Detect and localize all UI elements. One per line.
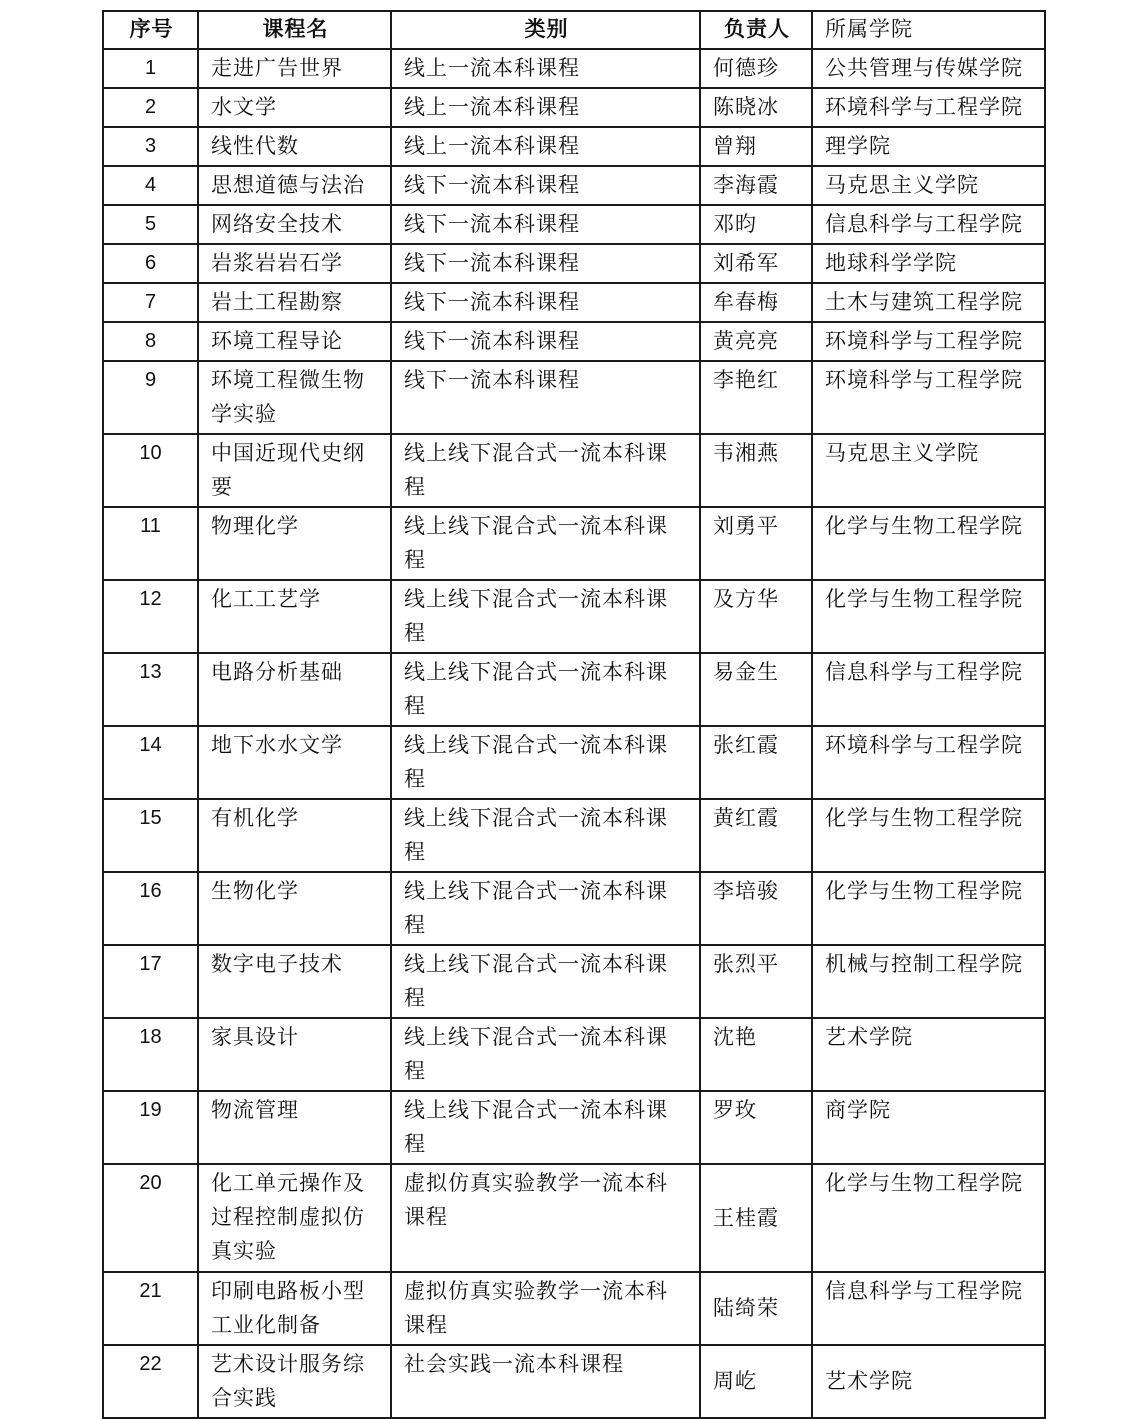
course-lead: 韦湘燕: [700, 434, 812, 507]
table-row: [103, 1018, 1045, 1091]
row-no: 10: [103, 434, 198, 507]
course-category: 线上一流本科课程: [391, 49, 700, 88]
course-list-sheet: [102, 10, 1044, 1419]
row-no: 13: [103, 653, 198, 726]
row-no: 16: [103, 872, 198, 945]
course-lead: 及方华: [700, 580, 812, 653]
course-college: 地球科学学院: [812, 244, 1045, 283]
course-name: 有机化学: [198, 799, 391, 872]
row-no: 19: [103, 1091, 198, 1164]
row-no: 15: [103, 799, 198, 872]
course-category: 线上线下混合式一流本科课程: [391, 580, 700, 653]
course-name: 环境工程微生物学实验: [198, 361, 391, 434]
row-no: 5: [103, 205, 198, 244]
row-no: 12: [103, 580, 198, 653]
course-lead: 邓昀: [700, 205, 812, 244]
course-college: 环境科学与工程学院: [812, 88, 1045, 127]
table-row: [103, 434, 1045, 507]
course-lead: 沈艳: [700, 1018, 812, 1091]
course-name: 数字电子技术: [198, 945, 391, 1018]
row-no: 11: [103, 507, 198, 580]
course-college: 化学与生物工程学院: [812, 1164, 1045, 1272]
course-college: 马克思主义学院: [812, 434, 1045, 507]
table-row: [103, 205, 1045, 244]
table-row: [103, 1272, 1045, 1345]
course-name: 环境工程导论: [198, 322, 391, 361]
course-category: 社会实践一流本科课程: [391, 1345, 700, 1418]
course-category: 线上线下混合式一流本科课程: [391, 434, 700, 507]
header-college: 所属学院: [812, 11, 1045, 49]
course-category: 虚拟仿真实验教学一流本科课程: [391, 1164, 700, 1272]
row-no: 6: [103, 244, 198, 283]
course-lead: 刘勇平: [700, 507, 812, 580]
course-lead: 李艳红: [700, 361, 812, 434]
row-no: 3: [103, 127, 198, 166]
row-no: 17: [103, 945, 198, 1018]
course-name: 艺术设计服务综合实践: [198, 1345, 391, 1418]
course-name: 物流管理: [198, 1091, 391, 1164]
row-no: 1: [103, 49, 198, 88]
course-lead: 刘希军: [700, 244, 812, 283]
course-name: 地下水水文学: [198, 726, 391, 799]
course-category: 线上线下混合式一流本科课程: [391, 799, 700, 872]
course-college: 环境科学与工程学院: [812, 726, 1045, 799]
course-lead: 周屹: [700, 1345, 812, 1418]
table-row: [103, 726, 1045, 799]
course-category: 线上线下混合式一流本科课程: [391, 1018, 700, 1091]
course-name: 思想道德与法治: [198, 166, 391, 205]
course-college: 化学与生物工程学院: [812, 580, 1045, 653]
course-name: 印刷电路板小型工业化制备: [198, 1272, 391, 1345]
header-course-name: 课程名: [198, 11, 391, 49]
course-name: 家具设计: [198, 1018, 391, 1091]
table-row: [103, 507, 1045, 580]
table-row: [103, 653, 1045, 726]
course-category: 线上线下混合式一流本科课程: [391, 872, 700, 945]
course-category: 线上一流本科课程: [391, 127, 700, 166]
course-lead: 王桂霞: [700, 1164, 812, 1272]
course-college: 马克思主义学院: [812, 166, 1045, 205]
course-category: 线下一流本科课程: [391, 244, 700, 283]
course-table: [102, 10, 1046, 1419]
course-college: 信息科学与工程学院: [812, 205, 1045, 244]
table-row: [103, 361, 1045, 434]
course-category: 线下一流本科课程: [391, 322, 700, 361]
course-name: 岩浆岩岩石学: [198, 244, 391, 283]
course-name: 水文学: [198, 88, 391, 127]
course-category: 线上线下混合式一流本科课程: [391, 653, 700, 726]
course-category: 线上一流本科课程: [391, 88, 700, 127]
course-category: 线下一流本科课程: [391, 166, 700, 205]
course-lead: 曾翔: [700, 127, 812, 166]
table-row: [103, 88, 1045, 127]
course-lead: 张红霞: [700, 726, 812, 799]
table-row: [103, 1345, 1045, 1418]
course-name: 网络安全技术: [198, 205, 391, 244]
course-category: 线下一流本科课程: [391, 205, 700, 244]
course-college: 化学与生物工程学院: [812, 507, 1045, 580]
row-no: 8: [103, 322, 198, 361]
course-college: 艺术学院: [812, 1018, 1045, 1091]
row-no: 7: [103, 283, 198, 322]
header-category: 类别: [391, 11, 700, 49]
course-name: 物理化学: [198, 507, 391, 580]
course-college: 化学与生物工程学院: [812, 872, 1045, 945]
course-college: 环境科学与工程学院: [812, 322, 1045, 361]
course-name: 化工单元操作及过程控制虚拟仿真实验: [198, 1164, 391, 1272]
table-row: [103, 283, 1045, 322]
course-lead: 何德珍: [700, 49, 812, 88]
table-row: [103, 872, 1045, 945]
table-row: [103, 580, 1045, 653]
course-lead: 陈晓冰: [700, 88, 812, 127]
course-college: 化学与生物工程学院: [812, 799, 1045, 872]
course-lead: 罗玫: [700, 1091, 812, 1164]
row-no: 21: [103, 1272, 198, 1345]
course-college: 公共管理与传媒学院: [812, 49, 1045, 88]
course-category: 线下一流本科课程: [391, 283, 700, 322]
course-college: 理学院: [812, 127, 1045, 166]
row-no: 4: [103, 166, 198, 205]
row-no: 18: [103, 1018, 198, 1091]
course-lead: 张烈平: [700, 945, 812, 1018]
course-college: 信息科学与工程学院: [812, 1272, 1045, 1345]
course-lead: 李海霞: [700, 166, 812, 205]
course-name: 化工工艺学: [198, 580, 391, 653]
course-lead: 李培骏: [700, 872, 812, 945]
course-college: 信息科学与工程学院: [812, 653, 1045, 726]
course-name: 岩土工程勘察: [198, 283, 391, 322]
row-no: 20: [103, 1164, 198, 1272]
course-category: 虚拟仿真实验教学一流本科课程: [391, 1272, 700, 1345]
course-lead: 易金生: [700, 653, 812, 726]
table-row: [103, 799, 1045, 872]
course-lead: 黄红霞: [700, 799, 812, 872]
course-college: 环境科学与工程学院: [812, 361, 1045, 434]
course-college: 土木与建筑工程学院: [812, 283, 1045, 322]
course-category: 线上线下混合式一流本科课程: [391, 507, 700, 580]
course-name: 生物化学: [198, 872, 391, 945]
table-header-row: [103, 11, 1045, 49]
course-name: 电路分析基础: [198, 653, 391, 726]
table-row: [103, 49, 1045, 88]
row-no: 2: [103, 88, 198, 127]
course-category: 线上线下混合式一流本科课程: [391, 945, 700, 1018]
header-lead: 负责人: [700, 11, 812, 49]
course-lead: 陆绮荣: [700, 1272, 812, 1345]
table-row: [103, 945, 1045, 1018]
table-row: [103, 166, 1045, 205]
row-no: 14: [103, 726, 198, 799]
table-row: [103, 322, 1045, 361]
course-college: 商学院: [812, 1091, 1045, 1164]
course-college: 艺术学院: [812, 1345, 1045, 1418]
header-no: 序号: [103, 11, 198, 49]
course-lead: 牟春梅: [700, 283, 812, 322]
row-no: 9: [103, 361, 198, 434]
row-no: 22: [103, 1345, 198, 1418]
table-row: [103, 244, 1045, 283]
course-category: 线上线下混合式一流本科课程: [391, 726, 700, 799]
course-name: 中国近现代史纲要: [198, 434, 391, 507]
table-row: [103, 1164, 1045, 1272]
table-row: [103, 1091, 1045, 1164]
course-name: 线性代数: [198, 127, 391, 166]
course-college: 机械与控制工程学院: [812, 945, 1045, 1018]
course-category: 线上线下混合式一流本科课程: [391, 1091, 700, 1164]
course-name: 走进广告世界: [198, 49, 391, 88]
course-lead: 黄亮亮: [700, 322, 812, 361]
table-row: [103, 127, 1045, 166]
course-category: 线下一流本科课程: [391, 361, 700, 434]
